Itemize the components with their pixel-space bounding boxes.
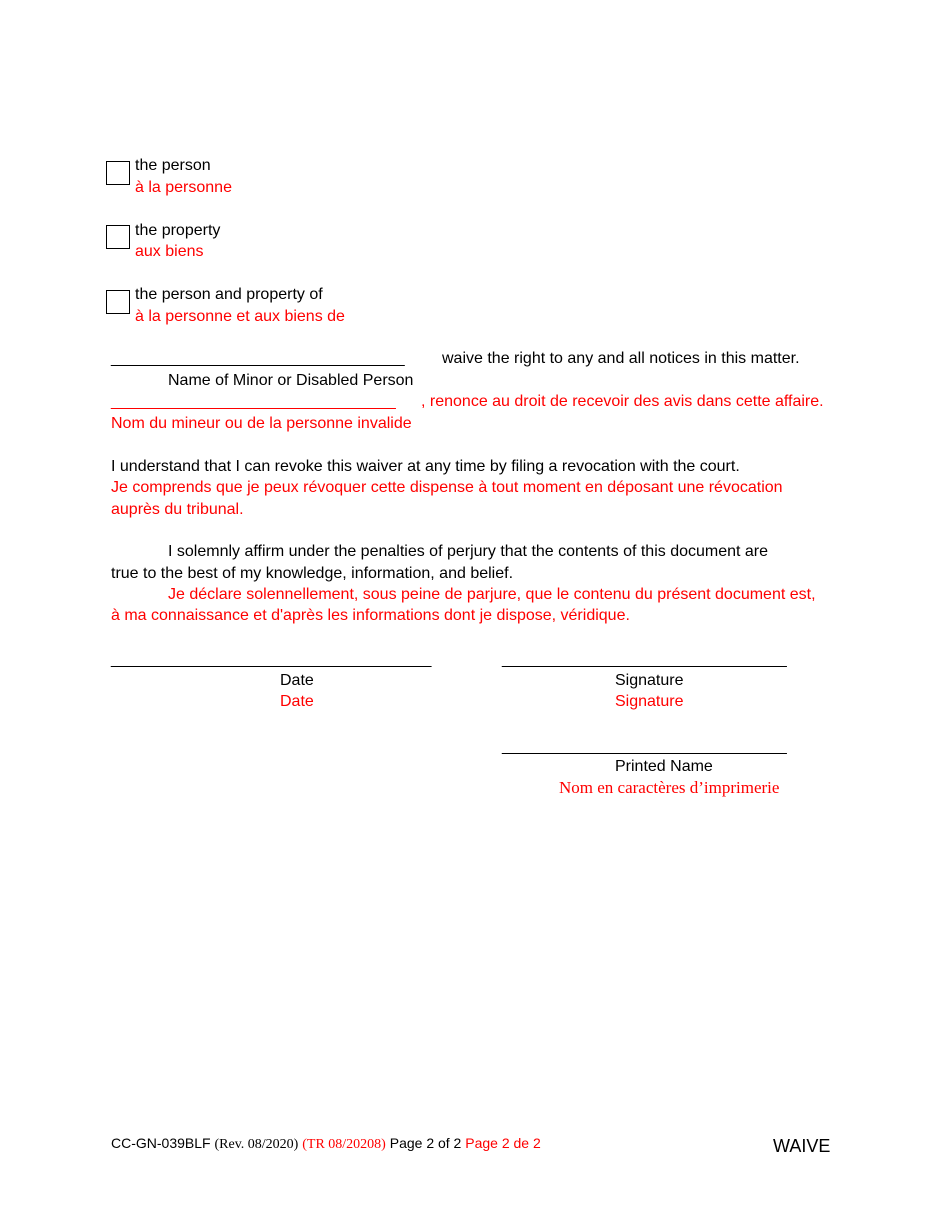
footer-page-en: Page 2 of 2 [389,1135,462,1151]
date-label-fr: Date [280,693,314,710]
minor-name-label-fr: Nom du mineur ou de la personne invalide [111,415,412,432]
printed-name-label-en: Printed Name [615,758,713,775]
signature-label-fr: Signature [615,693,684,710]
minor-name-blank-fr: ________________________________ [111,393,396,410]
revoke-statement-fr-line2: auprès du tribunal. [111,501,244,518]
date-blank[interactable]: ____________________________________ [111,651,432,668]
waiver-statement-fr: , renonce au droit de recevoir des avis dans cette affaire. [421,393,824,410]
affirm-statement-fr-line1: Je déclare solennellement, sous peine de parjure, que le contenu du présent document est, [168,586,816,603]
option-property-label-en: the property [135,222,221,239]
minor-name-blank[interactable]: _________________________________ [111,350,405,367]
option-person-label-en: the person [135,157,211,174]
option-property-label-fr: aux biens [135,243,204,260]
printed-name-blank[interactable]: ________________________________ [502,738,787,755]
footer-page-fr: Page 2 de 2 [465,1135,541,1151]
revoke-statement-fr-line1: Je comprends que je peux révoquer cette dispense à tout moment en déposant une révocation [111,479,783,496]
signature-label-en: Signature [615,672,684,689]
option-person-label-fr: à la personne [135,179,232,196]
affirm-statement-fr-line2: à ma connaissance et d'après les informations dont je dispose, véridique. [111,607,630,624]
revoke-statement-en: I understand that I can revoke this waiver at any time by filing a revocation with the court. [111,458,740,475]
option-person-checkbox[interactable] [106,161,130,185]
affirm-statement-en-line2: true to the best of my knowledge, information, and belief. [111,565,514,582]
footer-translation-revision: (TR 08/20208) [302,1137,386,1152]
signature-blank[interactable]: ________________________________ [502,651,787,668]
option-person-and-property-label-en: the person and property of [135,286,323,303]
waiver-statement-en: waive the right to any and all notices in this matter. [442,350,800,367]
footer-revision: (Rev. 08/2020) [214,1137,299,1152]
affirm-statement-en-line1: I solemnly affirm under the penalties of perjury that the contents of this document are [168,543,769,560]
footer-form-tag: WAIVE [773,1136,831,1156]
option-property-checkbox[interactable] [106,225,130,249]
footer-form-info [111,1134,541,1154]
option-person-and-property-checkbox[interactable] [106,290,130,314]
printed-name-label-fr: Nom en caractères d’imprimerie [559,778,780,797]
minor-name-label-en: Name of Minor or Disabled Person [168,372,414,389]
date-label-en: Date [280,672,314,689]
option-person-and-property-label-fr: à la personne et aux biens de [135,308,345,325]
footer-form-id: CC-GN-039BLF [111,1135,211,1151]
